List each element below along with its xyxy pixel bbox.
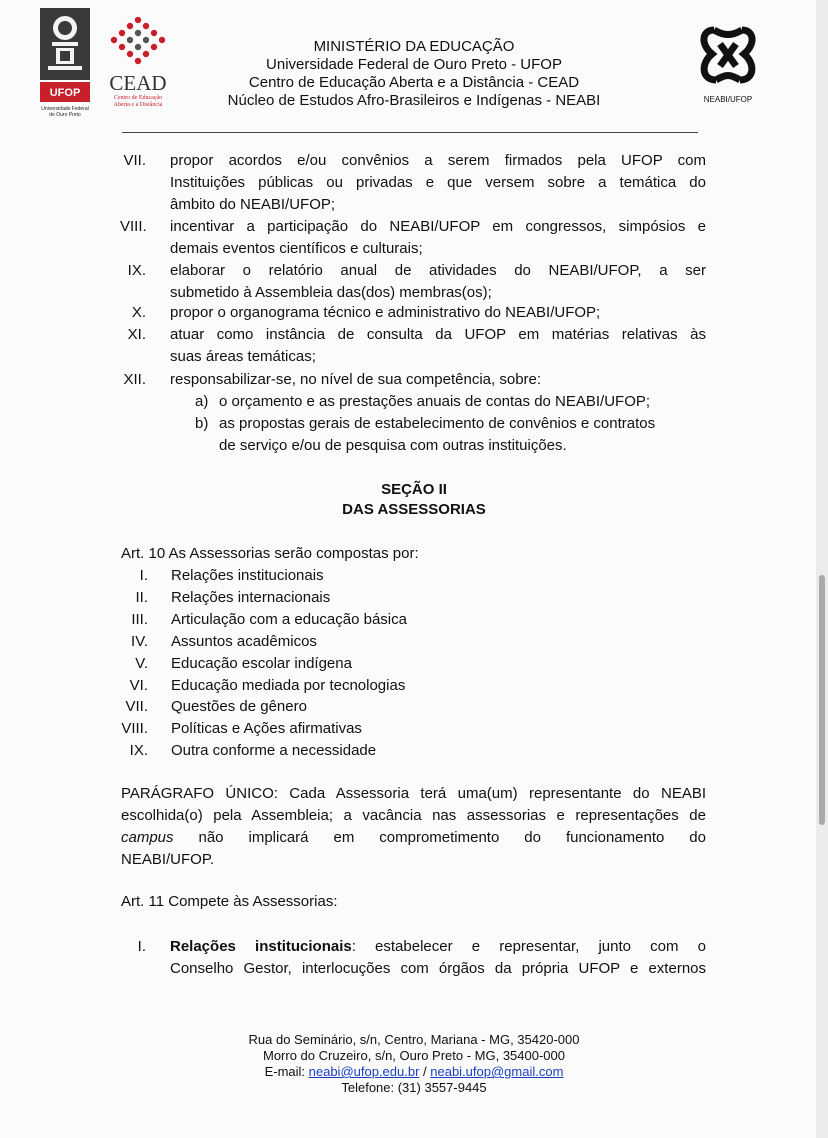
- cead-logo-caption: Centro de Educação: [113, 95, 163, 101]
- nucleus-name: Núcleo de Estudos Afro-Brasileiros e Indígenas - NEABI: [227, 92, 601, 109]
- article-10-intro: Art. 10 As Assessorias serão compostas por:: [121, 545, 419, 562]
- item-number: I.: [137, 938, 146, 955]
- paragrafo-unico: PARÁGRAFO ÚNICO: Cada Assessoria terá uma(um) representante do NEABI escolhida(o) pela Assembleia; a vacância nas assessorias e representações de campus não implicará em comprometimento do funcionamento do NEABI/UFOP.: [121, 785, 706, 868]
- item-text: Relações institucionais: [171, 567, 324, 584]
- center-name: Centro de Educação Aberta e a Distância - CEAD: [248, 74, 580, 91]
- item-number: XII.: [123, 371, 146, 388]
- address-line: Rua do Seminário, s/n, Centro, Mariana - MG, 35420-000: [248, 1032, 580, 1047]
- item-number: VIII.: [121, 720, 148, 737]
- sub-item-text: o orçamento e as prestações anuais de contas do NEABI/UFOP;: [219, 393, 651, 410]
- item-text: propor acordos e/ou convênios a serem firmados pela UFOP com: [170, 152, 706, 169]
- item-number: II.: [135, 589, 148, 606]
- phone-line: Telefone: (31) 3557-9445: [341, 1080, 487, 1095]
- item-text: Assuntos acadêmicos: [171, 633, 317, 650]
- neabi-logo-caption: NEABI/UFOP: [703, 95, 753, 104]
- header-divider: [122, 132, 698, 133]
- item-text: suas áreas temáticas;: [170, 348, 316, 365]
- item-text: Conselho Gestor, interlocuções com órgãos da própria UFOP e externos: [170, 960, 706, 977]
- item-title: Relações institucionais: [170, 938, 352, 955]
- item-number: VII.: [123, 152, 146, 169]
- email-link-gmail[interactable]: neabi.ufop@gmail.com: [430, 1064, 564, 1079]
- item-text: propor o organograma técnico e administrativo do NEABI/UFOP;: [170, 304, 601, 321]
- ufop-logo-text: UFOP: [49, 87, 81, 99]
- item-number: IX.: [129, 742, 148, 759]
- ufop-logo-caption: de Ouro Preto: [49, 112, 81, 118]
- sub-item-text: de serviço e/ou de pesquisa com outras instituições.: [219, 437, 567, 454]
- vertical-scrollbar[interactable]: [816, 0, 828, 1138]
- item-number: VIII.: [120, 218, 147, 235]
- item-text: Questões de gênero: [171, 698, 307, 715]
- item-text: Relações internacionais: [171, 589, 331, 606]
- cead-logo: [100, 14, 176, 114]
- address-line: Morro do Cruzeiro, s/n, Ouro Preto - MG, 35400-000: [262, 1048, 565, 1063]
- item-text: Educação mediada por tecnologias: [171, 677, 406, 694]
- item-text: incentivar a participação do NEABI/UFOP em congressos, simpósios e: [170, 218, 706, 235]
- ministry-name: MINISTÉRIO DA EDUCAÇÃO: [313, 38, 515, 55]
- item-number: IV.: [131, 633, 148, 650]
- item-number: VII.: [125, 698, 148, 715]
- item-text: Instituições públicas ou privadas e que versem sobre a temática do: [170, 174, 706, 191]
- item-text: atuar como instância de consulta da UFOP em matérias relativas às: [170, 326, 706, 343]
- letterhead: [180, 38, 648, 110]
- cead-dots-icon: [111, 17, 165, 64]
- university-name: Universidade Federal de Ouro Preto - UFOP: [266, 56, 562, 73]
- item-text: elaborar o relatório anual de atividades do NEABI/UFOP, a ser: [170, 262, 706, 279]
- item-number: IX.: [127, 262, 146, 279]
- scrollbar-thumb[interactable]: [819, 575, 825, 825]
- item-text: Educação escolar indígena: [171, 655, 352, 672]
- item-number: XI.: [127, 326, 146, 343]
- section-title: SEÇÃO II: [381, 481, 447, 498]
- sub-item-letter: a): [195, 393, 209, 410]
- cead-logo-text: CEAD: [109, 71, 167, 95]
- item-text: : estabelecer e representar, junto com o: [351, 938, 706, 955]
- item-text: demais eventos científicos e culturais;: [170, 240, 423, 257]
- emphasis-campus: campus: [121, 829, 174, 846]
- item-text: Articulação com a educação básica: [171, 611, 407, 628]
- section-subtitle: DAS ASSESSORIAS: [342, 501, 486, 518]
- ufop-logo: [38, 8, 92, 120]
- ufop-logo-caption: Universidade Federal: [41, 106, 89, 112]
- neabi-logo: [690, 22, 766, 108]
- sub-item-letter: b): [195, 415, 209, 432]
- item-number: V.: [135, 655, 148, 672]
- item-text: Outra conforme a necessidade: [171, 742, 377, 759]
- email-line: E-mail: neabi@ufop.edu.br / neabi.ufop@gmail.com: [264, 1064, 564, 1079]
- item-number: X.: [131, 304, 146, 321]
- email-link-ufop[interactable]: neabi@ufop.edu.br: [308, 1064, 420, 1079]
- sub-item-text: as propostas gerais de estabelecimento de convênios e contratos: [219, 415, 656, 432]
- cead-logo-caption: Aberta e a Distância: [113, 102, 163, 108]
- item-text: âmbito do NEABI/UFOP;: [170, 196, 336, 213]
- item-number: III.: [131, 611, 148, 628]
- page-footer: [0, 1032, 828, 1096]
- item-text: responsabilizar-se, no nível de sua competência, sobre:: [170, 371, 542, 388]
- item-number: VI.: [129, 677, 148, 694]
- article-11-intro: Art. 11 Compete às Assessorias:: [121, 893, 338, 910]
- item-text: submetido à Assembleia das(dos) membras(os);: [170, 284, 492, 301]
- item-text: Políticas e Ações afirmativas: [171, 720, 362, 737]
- item-number: I.: [139, 567, 148, 584]
- adinkra-symbol-icon: [704, 30, 752, 80]
